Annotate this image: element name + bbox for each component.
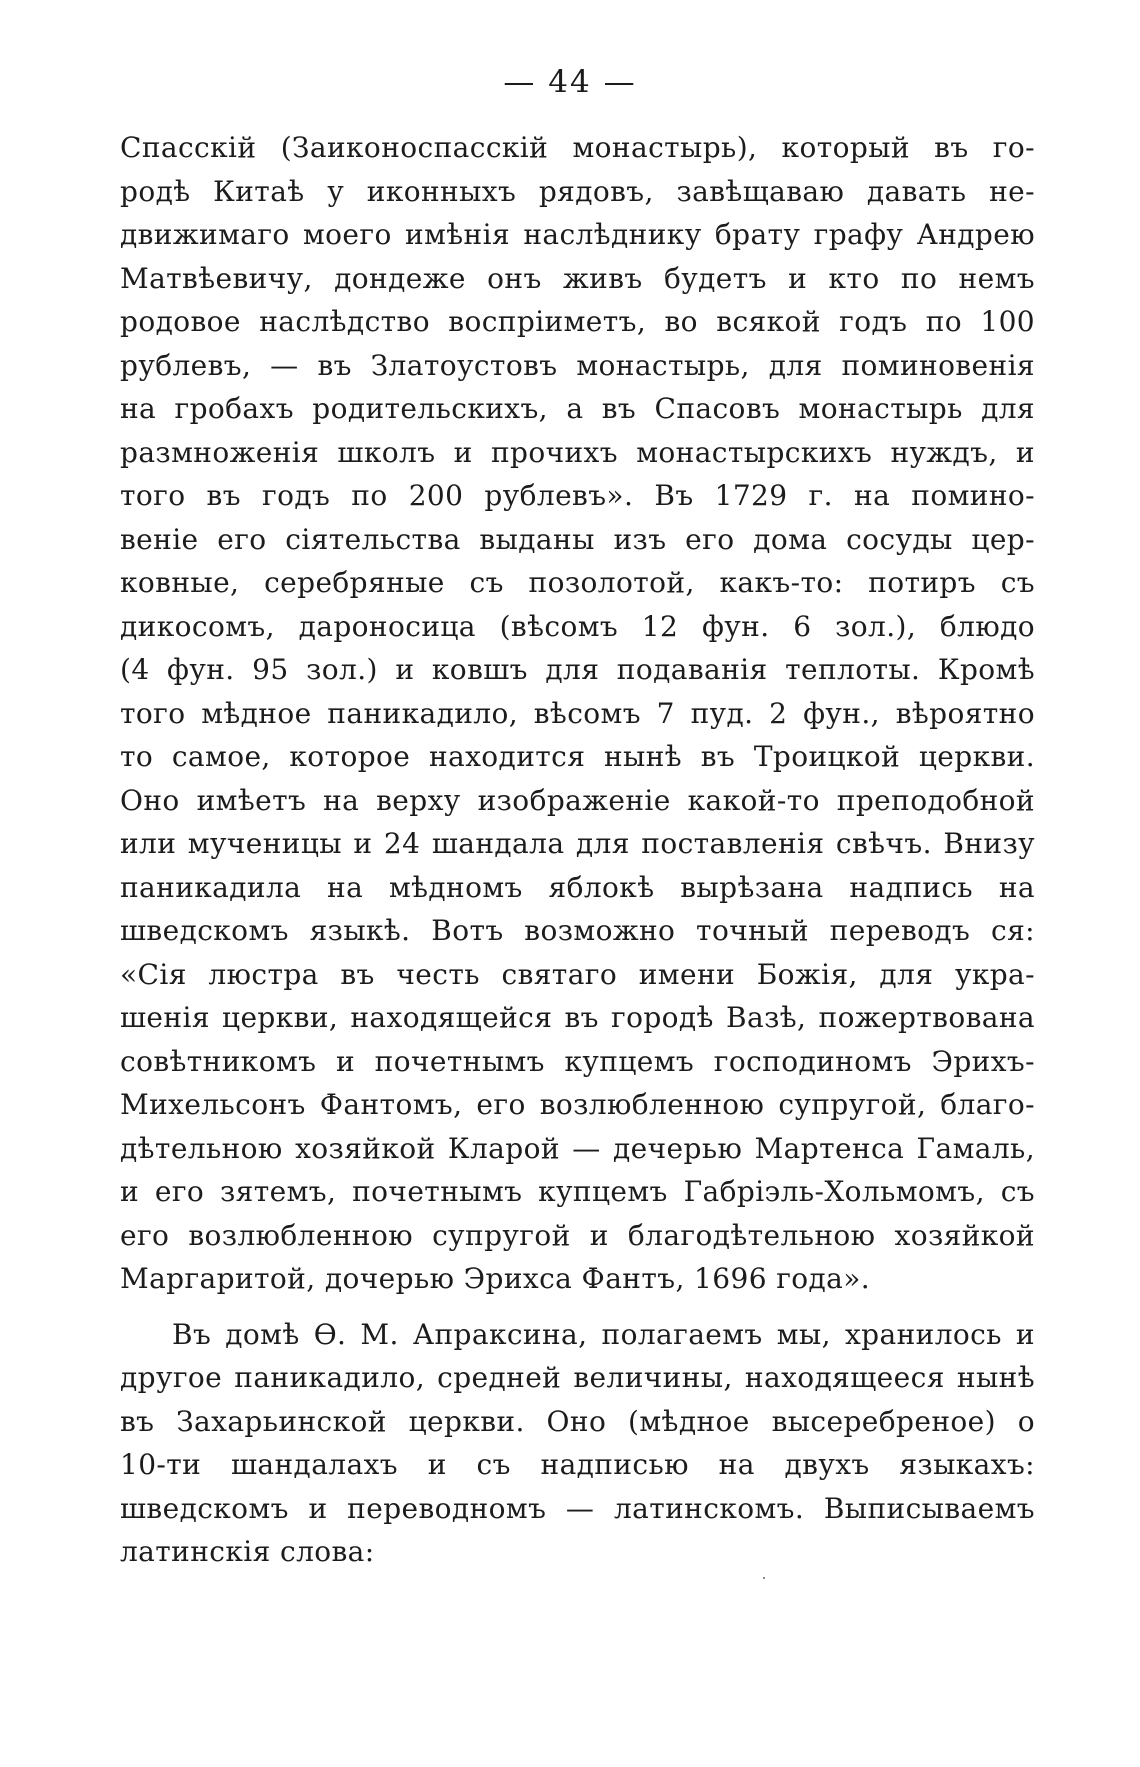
text-line: на гробахъ родительскихъ, а въ Спасовъ монастырь для	[120, 392, 1035, 425]
text-line: (4 фун. 95 зол.) и ковшъ для подаванія теплоты. Кромѣ	[120, 653, 1035, 686]
text-line: родѣ Китаѣ у иконныхъ рядовъ, завѣщаваю давать не-	[120, 174, 1035, 208]
text-line: ковные, серебряные съ позолотой, какъ-то: потиръ съ	[120, 566, 1035, 599]
text-line: паникадила на мѣдномъ яблокѣ вырѣзана надпись на	[120, 870, 1035, 904]
text-line: совѣтникомъ и почетнымъ купцемъ господиномъ Эрихъ-	[120, 1044, 1035, 1078]
text-line: его возлюбленною супругой и благодѣтельною хозяйкой	[120, 1218, 1035, 1252]
text-line: то самое, которое находится нынѣ въ Троицкой церкви.	[120, 740, 1035, 773]
text-line: дикосомъ, дароносица (вѣсомъ 12 фун. 6 зол.), блюдо	[120, 609, 1035, 643]
paragraph-1	[120, 126, 1035, 1301]
text-line: веніе его сіятельства выданы изъ его дома сосуды цер-	[120, 522, 1035, 556]
text-line: шведскомъ и переводномъ — латинскомъ. Выписываемъ	[120, 1491, 1035, 1525]
text-line: дѣтельною хозяйкой Кларой — дечерью Мартенса Гамаль,	[120, 1131, 1035, 1165]
text-line: въ Захарьинской церкви. Оно (мѣдное высеребреное) о	[120, 1404, 1035, 1438]
text-line: Матвѣевичу, дондеже онъ живъ будетъ и кто по немъ	[120, 261, 1035, 295]
text-line: шенія церкви, находящейся въ городѣ Вазѣ, пожертвована	[120, 1001, 1035, 1034]
page-number: — 44 —	[503, 64, 637, 100]
text-line: Маргаритой, дочерью Эрихса Фантъ, 1696 года».	[120, 1262, 871, 1295]
text-line: Въ домѣ Ѳ. М. Апраксина, полагаемъ мы, хранилось и	[172, 1317, 1035, 1351]
text-line: «Сія люстра въ честь святаго имени Божія, для укра-	[120, 957, 1035, 991]
text-line: Спасскій (Заиконоспасскій монастырь), который въ го-	[120, 131, 1035, 164]
text-line: или мученицы и 24 шандала для поставленія свѣчъ. Внизу	[120, 827, 1035, 860]
text-line: рублевъ, — въ Златоустовъ монастырь, для поминовенія	[120, 348, 1035, 382]
text-line: родовое наслѣдство воспріиметъ, во всякой годъ по 100	[120, 305, 1035, 338]
text-line: Оно имѣетъ на верху изображеніе какой-то преподобной	[120, 783, 1035, 817]
text-line: латинскія слова:	[120, 1535, 375, 1568]
text-line: другое паникадило, средней величины, находящееся нынѣ	[120, 1361, 1035, 1394]
text-line: движимаго моего имѣнія наслѣднику брату графу Андрею	[120, 218, 1035, 251]
text-line: шведскомъ языкѣ. Вотъ возможно точный переводъ ся:	[120, 914, 1035, 947]
text-line: 10-ти шандалахъ и съ надписью на двухъ языкахъ:	[120, 1448, 1035, 1481]
ink-speck	[763, 1577, 765, 1579]
paragraph-2	[120, 1313, 1035, 1574]
text-line: того въ годъ по 200 рублевъ». Въ 1729 г. на помино-	[120, 479, 1035, 512]
body-text	[120, 126, 1035, 1574]
text-line: размноженія школъ и прочихъ монастырскихъ нуждъ, и	[120, 435, 1035, 469]
text-line: Михельсонъ Фантомъ, его возлюбленною супругой, благо-	[120, 1088, 1035, 1121]
text-line: того мѣдное паникадило, вѣсомъ 7 пуд. 2 фун., вѣроятно	[120, 696, 1035, 730]
text-line: и его зятемъ, почетнымъ купцемъ Габріэль-Хольмомъ, съ	[120, 1175, 1035, 1208]
